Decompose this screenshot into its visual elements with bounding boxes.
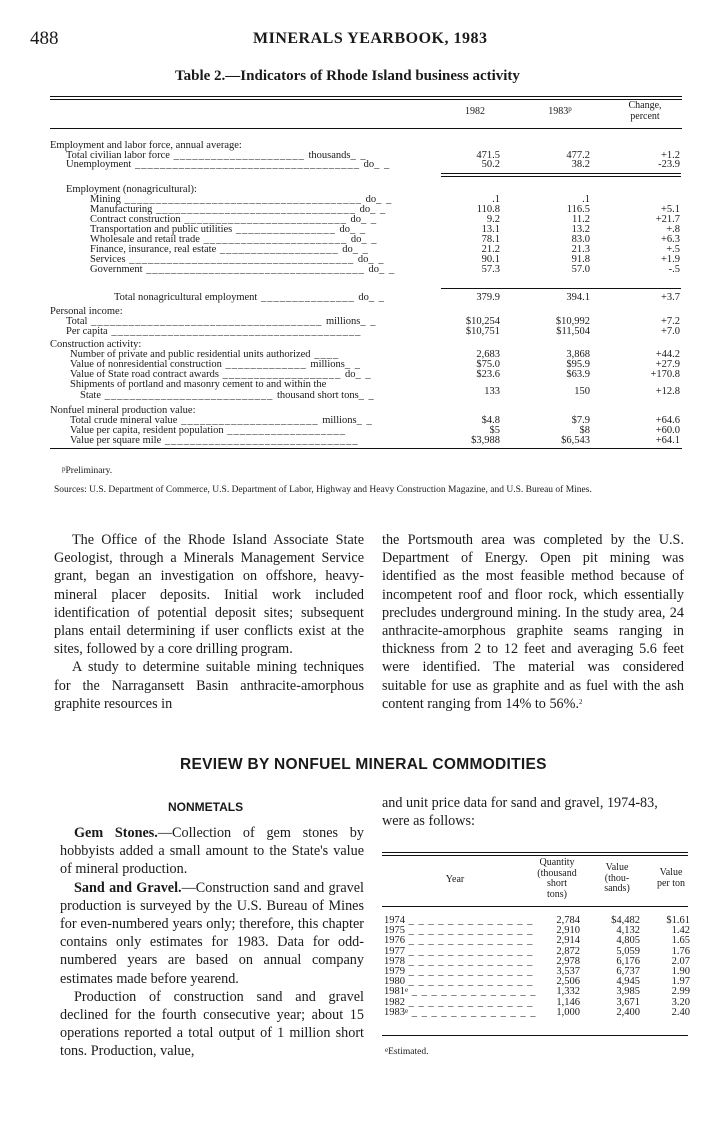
cell-chg: -23.9: [658, 159, 680, 170]
cell-v83: $6,543: [561, 435, 590, 446]
sg-year-text: 1975: [384, 925, 405, 937]
cell-chg: +21.7: [655, 214, 680, 225]
leader-dots: _ _ _ _ _ _ _ _ _ _ _ _ _: [405, 935, 534, 947]
sg-year-sup: e: [405, 986, 409, 995]
leader-dots: _ _ _ _ _ _ _ _ _ _ _ _ _: [405, 945, 534, 957]
sg-footnote: $^e$Estimated.: [385, 1046, 429, 1057]
sg-header-unit-value: Value per ton: [656, 867, 686, 889]
leader-dots: _ _: [358, 390, 375, 401]
sg-cell-val: 4,132: [616, 925, 640, 937]
sg-table-top-rule-2: [382, 855, 688, 856]
leader-dots: ______________________________________: [120, 194, 366, 205]
leader-dots: _ _: [374, 159, 391, 170]
cell-chg: +44.2: [655, 349, 680, 360]
sg-cell-unit: 2.07: [671, 955, 690, 967]
table-row-label: [70, 435, 362, 447]
sg-year-text: 1982: [384, 996, 405, 1008]
sg-cell-unit: 1.42: [671, 925, 690, 937]
row-label-text: Value per square mile: [70, 435, 162, 446]
sg-year-sup: e: [405, 1006, 409, 1015]
table-row-label: [80, 390, 375, 402]
cell-v82: 471.5: [476, 150, 500, 161]
row-label-text: Government: [90, 264, 143, 275]
sg-cell-val: $4,482: [611, 915, 640, 926]
leader-dots: ________________________________________: [107, 326, 365, 337]
leader-dots: _____________________: [169, 150, 309, 161]
cell-v83: 38.2: [571, 159, 590, 170]
cell-v82: 2,683: [476, 349, 500, 360]
leader-dots: ____________________________________: [125, 254, 358, 265]
table-row-label: [114, 292, 385, 304]
cell-v83: 83.0: [571, 234, 590, 245]
row-unit: do: [363, 159, 375, 170]
row-unit: do: [342, 244, 353, 255]
col-header-1982: 1982: [465, 106, 485, 117]
cell-v83: $11,504: [556, 326, 590, 337]
row-unit: do: [350, 234, 362, 245]
leader-dots: _ _: [368, 292, 385, 303]
sg-cell-unit: 2.40: [671, 1006, 690, 1018]
leader-dots: ________________________________: [152, 204, 360, 215]
sg-year-text: 1977: [384, 945, 405, 957]
leader-dots: ______________________: [177, 415, 323, 426]
leader-dots: __________________________: [180, 214, 351, 225]
body-left-column: [54, 531, 364, 713]
cell-chg: -.5: [668, 264, 680, 275]
sg-table-bottom-rule: [382, 1035, 688, 1036]
leader-dots: ___________________: [216, 244, 343, 255]
row-label-text: Total crude mineral value: [70, 415, 178, 426]
row-unit: millions: [322, 415, 357, 426]
sg-cell-val: 3,985: [616, 986, 640, 998]
row-label-text: Number of private and public residential units authorized: [70, 349, 311, 360]
row-label-text: Value per capita, resident population: [70, 425, 224, 436]
cell-v83: 477.2: [566, 150, 590, 161]
row-label-text: Employment and labor force, annual average:: [50, 140, 242, 151]
leader-dots: _ _: [379, 264, 396, 275]
sg-cell-val: 3,671: [616, 996, 640, 1008]
cell-v83: 11.2: [572, 214, 590, 225]
col-header-1983: 1983$^p$: [548, 105, 572, 117]
cell-chg: +7.2: [660, 316, 680, 327]
sg-cell-val: 6,737: [616, 966, 640, 977]
sg-cell-qty: 2,910: [556, 925, 580, 937]
row-unit: thousand short tons: [277, 390, 359, 401]
leader-dots: _ _: [360, 316, 377, 327]
leader-dots: _ _ _ _ _ _ _ _ _ _ _ _ _: [405, 996, 534, 1008]
cell-v83: $7.9: [571, 415, 590, 426]
sg-cell-val: 4,805: [616, 935, 640, 947]
sg-header-year: Year: [445, 874, 465, 885]
cell-v82: $10,254: [465, 316, 500, 327]
cell-v82: 110.8: [476, 204, 500, 215]
paragraph-study: A study to determine suitable mining techniques for the Narragansett Basin anthracite-amorphous graphite resources in: [54, 659, 364, 712]
sg-cell-unit: 3.20: [671, 996, 690, 1008]
row-unit: do: [359, 204, 371, 215]
footnote-preliminary: $^p$Preliminary.: [62, 465, 113, 476]
row-label-text: Services: [90, 254, 126, 265]
row-label-text: Value of nonresidential construction: [70, 359, 222, 370]
row-label-text: Contract construction: [90, 214, 181, 225]
sg-cell-qty: 2,784: [556, 915, 580, 926]
cell-chg: +1.2: [660, 150, 680, 161]
cell-chg: +7.0: [660, 326, 680, 337]
leader-dots: _ _ _ _ _ _ _ _ _ _ _ _ _: [408, 986, 537, 998]
cell-v83: 21.3: [571, 244, 590, 255]
sg-year-text: 1976: [384, 935, 405, 947]
row-label-text: Per capita: [66, 326, 108, 337]
cell-v83: 150: [574, 386, 590, 397]
cell-v82: 21.2: [481, 244, 500, 255]
leader-dots: _ _ _ _ _ _ _ _ _ _ _ _ _: [408, 1006, 537, 1018]
table-2-title: Table 2.—Indicators of Rhode Island business activity: [175, 68, 520, 84]
leader-dots: _ _: [360, 214, 378, 225]
row-unit: millions: [310, 359, 345, 370]
cell-v82: 50.2: [481, 159, 500, 170]
row-label-text: Total: [66, 316, 88, 327]
row-unit: do: [365, 194, 377, 205]
sg-cell-unit: 1.76: [671, 945, 690, 957]
row-unit: do: [339, 224, 350, 235]
cell-v82: $4.8: [481, 415, 500, 426]
cell-chg: +3.7: [660, 292, 680, 303]
row-unit: do: [358, 292, 369, 303]
leader-dots: ___________________: [223, 425, 350, 436]
row-label-text: Total civilian labor force: [66, 150, 170, 161]
leader-dots: _______________________________: [161, 435, 363, 446]
row-unit: millions: [325, 316, 361, 327]
cell-v82: $75.0: [476, 359, 500, 370]
leader-dots: _ _: [370, 204, 387, 215]
cell-chg: +64.6: [655, 415, 680, 426]
cell-v82: $23.6: [476, 369, 500, 380]
leader-dots: _ _: [350, 150, 367, 161]
row-label-text: Unemployment: [66, 159, 132, 170]
leader-dots: _ _: [352, 244, 369, 255]
cell-chg: +170.8: [650, 369, 680, 380]
leader-dots: _ _ _ _ _ _ _ _ _ _ _ _ _: [405, 925, 534, 937]
total-rule: [441, 288, 681, 289]
sg-year-text: 1979: [384, 966, 405, 977]
sg-cell-qty: 2,978: [556, 955, 580, 967]
table-row-label: [90, 264, 395, 276]
sg-year-text: 1978: [384, 955, 405, 967]
sg-year-text: 1980: [384, 976, 405, 988]
leader-dots: ___________________: [218, 369, 345, 380]
table-row-label: [66, 159, 390, 171]
leader-dots: _____________: [221, 359, 311, 370]
table-row-label: [66, 326, 365, 338]
subsection-heading: NONMETALS: [168, 800, 244, 814]
running-head: MINERALS YEARBOOK, 1983: [253, 30, 488, 47]
cell-chg: +27.9: [655, 359, 680, 370]
row-unit: do: [350, 214, 361, 225]
row-label-text: Employment (nonagricultural):: [66, 184, 197, 195]
sg-table-top-rule: [382, 852, 688, 853]
sg-header-quantity: Quantity (thousand short tons): [537, 857, 577, 900]
page-number: 488: [30, 28, 59, 49]
cell-v82: 379.9: [476, 292, 500, 303]
table-sources: Sources: U.S. Department of Commerce, U.S. Department of Labor, Highway and Heavy Construction Magazine, and U.S. Bureau of Mines.: [54, 485, 592, 495]
cell-v83: $95.9: [566, 359, 590, 370]
leader-dots: _ _: [368, 254, 385, 265]
leader-dots: ________________: [232, 224, 340, 235]
sg-cell-qty: 1,000: [556, 1006, 580, 1018]
body-right-column: [382, 531, 684, 713]
cell-chg: +.8: [666, 224, 680, 235]
table-top-rule-2: [50, 99, 682, 100]
cell-chg: +6.3: [660, 234, 680, 245]
cell-v83: 3,868: [566, 349, 590, 360]
sg-cell-qty: 1,146: [556, 996, 580, 1008]
cell-v82: $5: [489, 425, 500, 436]
sg-cell-qty: 1,332: [556, 986, 580, 998]
cell-chg: +60.0: [655, 425, 680, 436]
sg-cell-unit: $1.61: [666, 915, 690, 926]
cell-v83: $8: [579, 425, 590, 436]
cell-v82: 13.1: [481, 224, 500, 235]
leader-dots: _ _: [349, 224, 367, 235]
leader-dots: _ _: [355, 369, 372, 380]
subtotal-rule-2: [441, 176, 681, 177]
cell-v83: $63.9: [566, 369, 590, 380]
cell-v82: 9.2: [486, 214, 500, 225]
row-unit: do: [344, 369, 356, 380]
row-label-text: State: [80, 390, 101, 401]
cell-v82: 90.1: [481, 254, 500, 265]
sg-cell-val: 2,400: [616, 1006, 640, 1018]
leader-dots: _ _ _ _ _ _ _ _ _ _ _ _ _: [405, 955, 534, 967]
cell-chg: +1.9: [660, 254, 680, 265]
subtotal-rule: [441, 173, 681, 174]
row-label-text: Nonfuel mineral production value:: [50, 405, 196, 416]
table-header-rule: [50, 128, 682, 129]
table-bottom-rule: [50, 448, 682, 449]
leader-dots: _ _: [356, 415, 373, 426]
leader-dots: ___________________________: [101, 390, 277, 401]
sg-row-year: [384, 1008, 536, 1019]
sg-year-text: 1981: [384, 986, 405, 998]
cell-v83: 116.5: [566, 204, 590, 215]
leader-dots: _ _ _ _ _ _ _ _ _ _ _ _ _: [405, 915, 534, 926]
sg-year-text: 1974: [384, 915, 405, 926]
sg-cell-qty: 2,872: [556, 945, 580, 957]
row-label-text: Personal income:: [50, 306, 123, 317]
cell-v83: .1: [582, 194, 590, 205]
paragraph-geologist: The Office of the Rhode Island Associate State Geologist, through a Minerals Management Service grant, began an investigation on offshore, heavy-mineral placer deposits. Initial work included identification of potential deposit sites; subsequent plans entail determining if user conflicts exist at the sites, followed by a core drilling program.: [54, 532, 364, 658]
sg-table-header-rule: [382, 906, 688, 907]
leader-dots: _____________________________________: [87, 316, 326, 327]
leader-dots: _ _: [376, 194, 393, 205]
sg-cell-unit: 2.99: [671, 986, 690, 998]
cell-chg: +64.1: [655, 435, 680, 446]
cell-v82: 133: [484, 386, 500, 397]
sg-cell-qty: 3,537: [556, 966, 580, 977]
paragraph-portsmouth: the Portsmouth area was completed by the U.S. Department of Energy. Open pit mining was identified as the most feasible method because of incompetent roof and floor rock, which essentially precludes underground mining. In the study area, 24 anthracite-amorphous graphite seams ranging in thickness from 2 to 12 feet and averaging 5.6 feet were identified. The material was considered suitable for use as graphite and as fuel with the ash content ranging from 14% to 56%.$^2$: [382, 532, 684, 712]
row-unit: thousands: [308, 150, 351, 161]
leader-dots: ____: [310, 349, 343, 360]
leader-dots: _______________: [257, 292, 359, 303]
section-heading: REVIEW BY NONFUEL MINERAL COMMODITIES: [180, 756, 547, 773]
leader-dots: ____________________________________: [131, 159, 364, 170]
paragraph-production: Production of construction sand and gravel declined for the fourth consecutive year; about 15 operations reported a total output of 1 million short tons. Production, value,: [60, 988, 364, 1060]
commodities-left-column: [60, 824, 364, 1061]
row-label-text: Finance, insurance, real estate: [90, 244, 217, 255]
sg-cell-qty: 2,506: [556, 976, 580, 988]
sg-cell-qty: 2,914: [556, 935, 580, 947]
sg-year-text: 1983: [384, 1006, 405, 1018]
cell-v82: $3,988: [471, 435, 500, 446]
sg-cell-val: 6,176: [616, 955, 640, 967]
sg-cell-val: 5,059: [616, 945, 640, 957]
cell-chg: +.5: [666, 244, 680, 255]
row-label-text: Value of State road contract awards: [70, 369, 219, 380]
cell-chg: +12.8: [655, 386, 680, 397]
leader-dots: _______________________: [199, 234, 351, 245]
cell-v83: 394.1: [566, 292, 590, 303]
sg-cell-unit: 1.97: [671, 976, 690, 988]
sg-header-value: Value (thou- sands): [604, 862, 630, 894]
cell-v82: 57.3: [481, 264, 500, 275]
cell-v82: $10,751: [465, 326, 500, 337]
row-label-text: Construction activity:: [50, 339, 142, 350]
cell-chg: +5.1: [660, 204, 680, 215]
leader-dots: ___________________________________: [142, 264, 369, 275]
paragraph-sand-gravel: Sand and Gravel.—Construction sand and gravel production is surveyed by the U.S. Bureau of Mines for even-numbered years only; therefore, this chapter contains only estimates for 1983. Data for odd-numbered years are based on annual company estimates made before yearend.: [60, 879, 364, 987]
cell-v83: 13.2: [571, 224, 590, 235]
leader-dots: _ _ _ _ _ _ _ _ _ _ _ _ _: [405, 976, 534, 988]
leader-dots: _ _: [344, 359, 361, 370]
sg-cell-unit: 1.90: [671, 966, 690, 977]
paragraph-gem-stones: Gem Stones.—Collection of gem stones by hobbyists added a small amount to the State's value of mineral production.: [60, 825, 364, 878]
row-label-text: Manufacturing: [90, 204, 153, 215]
cell-v83: $10,992: [555, 316, 590, 327]
cell-v82: 78.1: [481, 234, 500, 245]
row-unit: do: [368, 264, 379, 275]
cell-v83: 57.0: [571, 264, 590, 275]
row-unit: do: [357, 254, 369, 265]
sg-cell-unit: 1.65: [671, 935, 690, 947]
cell-v82: .1: [492, 194, 500, 205]
row-label-text: Total nonagricultural employment: [114, 292, 258, 303]
col-header-change: Change, percent: [628, 100, 662, 122]
cell-v83: 91.8: [571, 254, 590, 265]
leader-dots: _ _ _ _ _ _ _ _ _ _ _ _ _: [405, 966, 534, 977]
row-label-text: Shipments of portland and masonry cement to and within the: [70, 379, 327, 390]
row-label-text: Transportation and public utilities: [90, 224, 233, 235]
sg-cell-val: 4,945: [616, 976, 640, 988]
commodities-right-intro: and unit price data for sand and gravel, 1974-83, were as follows:: [382, 795, 658, 830]
table-top-rule: [50, 96, 682, 97]
row-label-text: Wholesale and retail trade: [90, 234, 200, 245]
row-label-text: Mining: [90, 194, 121, 205]
leader-dots: _ _: [361, 234, 378, 245]
